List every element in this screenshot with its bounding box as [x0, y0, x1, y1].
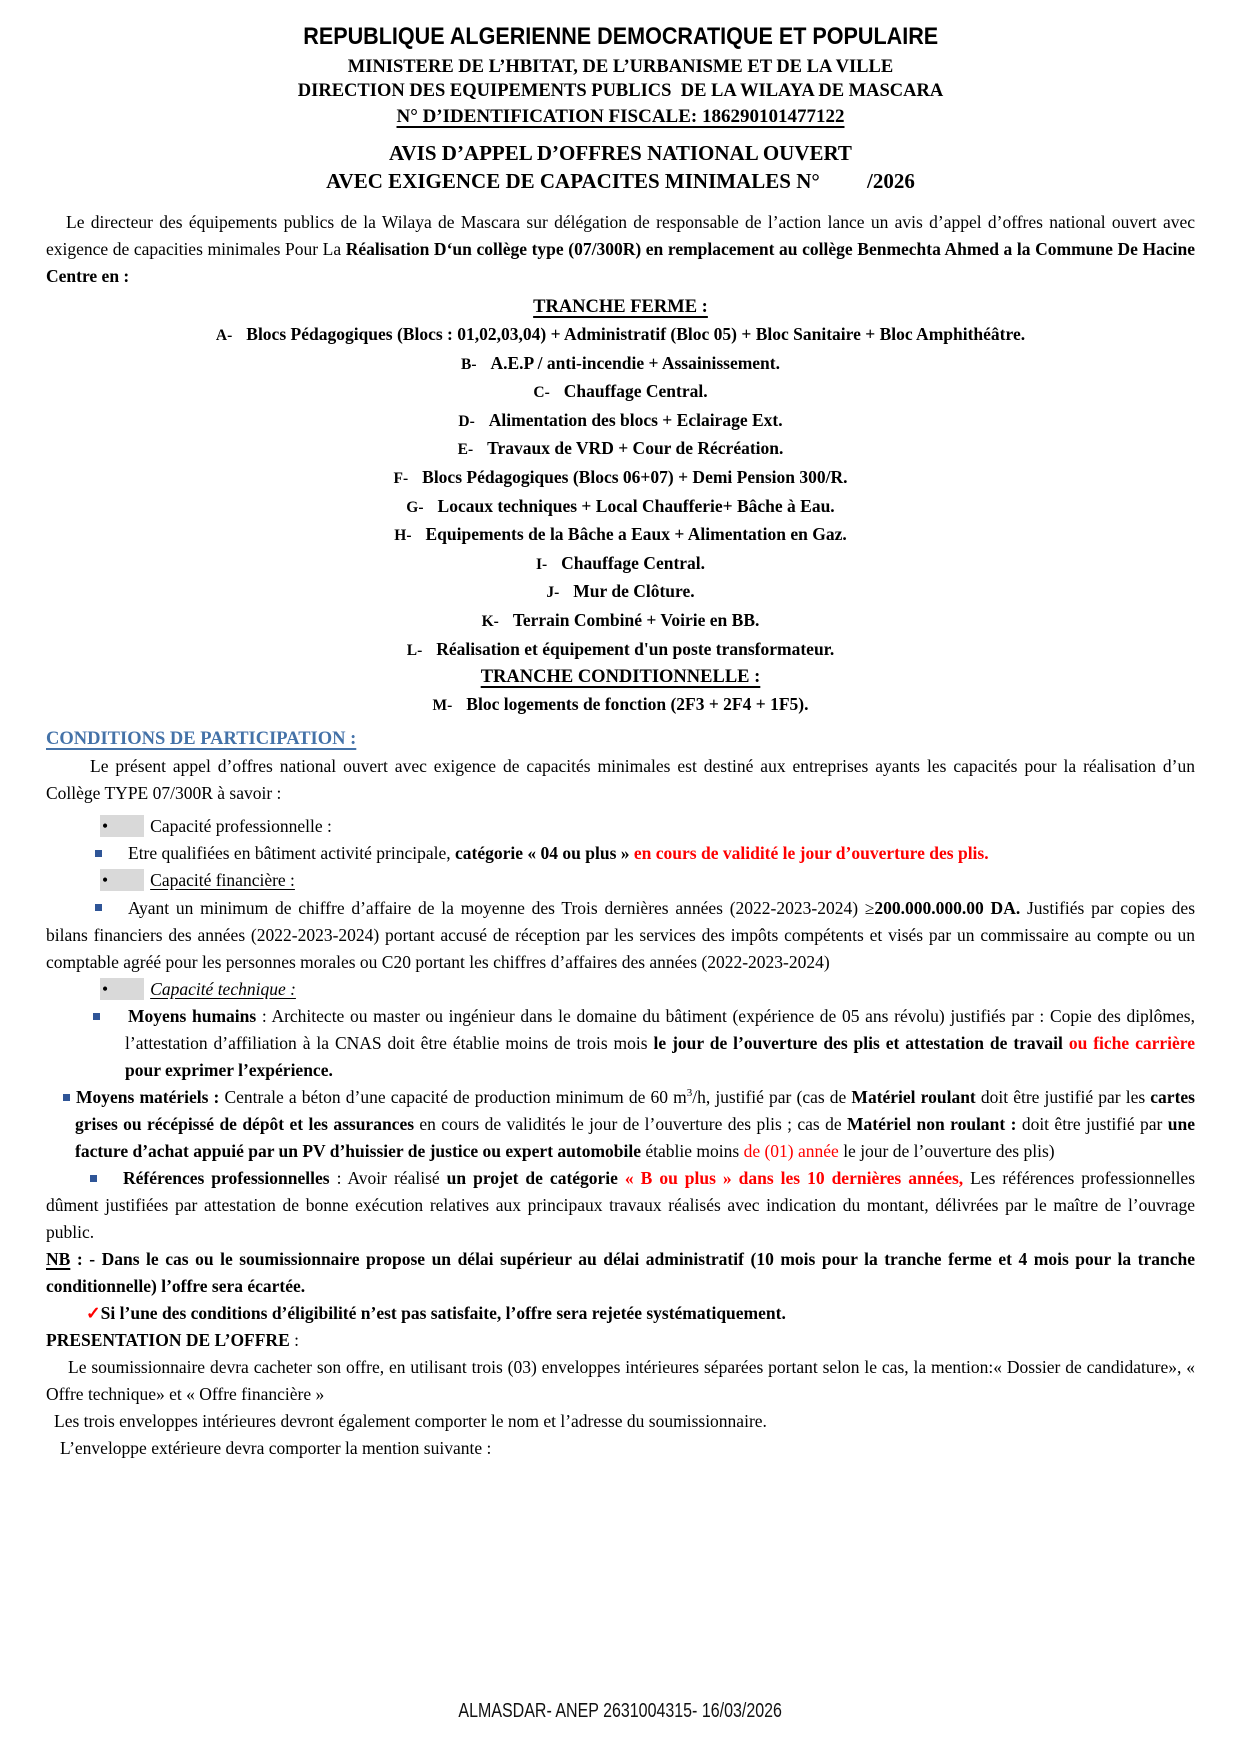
presentation-paragraph-3: L’enveloppe extérieure devra comporter la mention suivante : — [60, 1438, 492, 1459]
financial-requirement: Ayant un minimum de chiffre d’affaire de la moyenne des Trois dernières années (2022-2023-2024) ≥200.000.000.00 DA. Justifiés par copies des bilans financiers des années (2022-2023-2024) portant accusé de réception par les services des impôts compétents et visés par un commissaire au compte ou un comptable agréé pour les personnes morales ou C20 portant les chiffres d’affaires des années (2022-2023-2024) — [46, 897, 1196, 972]
bullet-capacite-professionnelle: • Capacité professionnelle : — [102, 815, 332, 836]
bullet-capacite-technique: • Capacité technique : — [102, 978, 296, 999]
notice-title-line2: AVEC EXIGENCE DE CAPACITES MINIMALES N° /2026 — [326, 169, 915, 193]
document-header — [46, 22, 1195, 195]
tranche-item-f: F- Blocs Pédagogiques (Blocs 06+07) + Demi Pension 300/R. — [393, 466, 848, 487]
tranche-ferme-heading: TRANCHE FERME : — [533, 297, 708, 317]
presentation-heading: PRESENTATION DE L’OFFRE : — [46, 1330, 299, 1351]
tranche-item-a: A- Blocs Pédagogiques (Blocs : 01,02,03,04) + Administratif (Bloc 05) + Bloc Sanitaire + Bloc Amphithéâtre. — [215, 324, 1026, 344]
bullet-square-icon — [95, 904, 102, 911]
tranche-item-e: E- Travaux de VRD + Cour de Récréation. — [457, 438, 784, 459]
direction-line: DIRECTION DES EQUIPEMENTS PUBLICS DE LA WILAYA DE MASCARA — [297, 81, 944, 101]
tranche-item-d: D- Alimentation des blocs + Eclairage Ext. — [458, 409, 783, 430]
conditions-heading: CONDITIONS DE PARTICIPATION : — [46, 728, 357, 749]
professional-requirement: Etre qualifiées en bâtiment activité principale, catégorie « 04 ou plus » en cours de validité le jour d’ouverture des plis. — [95, 840, 1195, 867]
bullet-square-icon — [90, 1175, 97, 1182]
tranche-item-g: G- Locaux techniques + Local Chaufferie+ Bâche à Eau. — [406, 495, 835, 516]
bullet-square-icon — [63, 1094, 70, 1101]
presentation-paragraph-2: Les trois enveloppes intérieures devront également comporter le nom et l’adresse du soumissionnaire. — [54, 1411, 767, 1432]
references-professionnelles: Références professionnelles : Avoir réalisé un projet de catégorie « B ou plus » dans les 10 dernières années, Les références professionnelles dûment justifiées par attestation de bonne exécution relatives aux principaux travaux réalisés avec indication du montant, délivrées par le maître de l’ouvrage public. — [46, 1168, 1196, 1243]
moyens-materiels: Moyens matériels : Centrale a béton d’une capacité de production minimum de 60 $m^3/h$, justifié par (cas de Matériel roulant doit être justifié par les cartes grises ou récépissé de dépôt et les assurances en cours de validités le jour de l’ouverture des plis ; cas de Matériel non roulant : doit être justifié par une facture d’achat appuié par un PV d’huissier de justice ou expert automobile établie moins de (01) année le jour de l’ouverture des plis) — [46, 1084, 1195, 1165]
checkmark-icon: ✓ — [86, 1303, 101, 1324]
tranche-item-k: K- Terrain Combiné + Voirie en BB. — [481, 609, 760, 630]
presentation-paragraph-1: Le soumissionnaire devra cacheter son offre, en utilisant trois (03) enveloppes intérieures séparées portant selon le cas, la mention:« Dossier de candidature», « Offre technique» et « Offre financière » — [46, 1357, 1195, 1405]
superscript-3: 3 — [686, 1087, 693, 1100]
tranche-item-l: L- Réalisation et équipement d'un poste transformateur. — [406, 638, 835, 659]
eligibility-warning: ✓Si l’une des conditions d’éligibilité n’est pas satisfaite, l’offre sera rejetée systématiquement. — [86, 1303, 786, 1324]
intro-paragraph: Le directeur des équipements publics de la Wilaya de Mascara sur délégation de responsable de l’action lance un avis d’appel d’offres national ouvert avec exigence de capacities minimales Pour La Réalisation D‘un collège type (07/300R) en remplacement au collège Benmechta Ahmed a la Commune De Hacine Centre en : — [46, 212, 1195, 286]
tranche-item-c: C- Chauffage Central. — [533, 381, 708, 402]
fiscal-id-line: N° D’IDENTIFICATION FISCALE: 186290101477122 — [396, 106, 845, 127]
bullet-dot-icon: • — [100, 869, 144, 891]
publication-footer: ALMASDAR- ANEP 2631004315- 16/03/2026 — [458, 1700, 783, 1722]
ministry-line: MINISTERE DE L’HBITAT, DE L’URBANISME ET DE LA VILLE — [347, 57, 894, 77]
notice-title-line1: AVIS D’APPEL D’OFFRES NATIONAL OUVERT — [389, 141, 852, 165]
bullet-square-icon — [95, 850, 102, 857]
bullet-dot-icon: • — [100, 978, 144, 1000]
tranche-item-b: B- A.E.P / anti-incendie + Assainissement. — [460, 352, 780, 373]
bullet-dot-icon: • — [100, 815, 144, 837]
tranche-item-m: M- Bloc logements de fonction (2F3 + 2F4 + 1F5). — [432, 694, 809, 715]
conditions-intro: Le présent appel d’offres national ouvert avec exigence de capacités minimales est destiné aux entreprises ayants les capacités pour la réalisation d’un Collège TYPE 07/300R à savoir : — [46, 755, 1195, 803]
tranche-item-i: I- Chauffage Central. — [535, 552, 706, 573]
tranche-item-j: J- Mur de Clôture. — [546, 581, 695, 602]
bullet-square-icon — [93, 1013, 100, 1020]
tranche-conditionnelle-heading: TRANCHE CONDITIONNELLE : — [480, 667, 761, 688]
republic-title: REPUBLIQUE ALGERIENNE DEMOCRATIQUE ET POPULAIRE — [303, 23, 938, 50]
moyens-humains: Moyens humains : Architecte ou master ou ingénieur dans le domaine du bâtiment (expérience de 05 ans révolu) justifiés par : Copie des diplômes, l’attestation d’affiliation à la CNAS doit être établie moins de trois mois le jour de l’ouverture des plis et attestation de travail ou fiche carrière pour exprimer l’expérience. — [46, 1003, 1195, 1084]
tranche-item-h: H- Equipements de la Bâche a Eaux + Alimentation en Gaz. — [394, 524, 847, 545]
nb-note: NB : - Dans le cas ou le soumissionnaire propose un délai supérieur au délai administratif (10 mois pour la tranche ferme et 4 mois pour la tranche conditionnelle) l’offre sera écartée. — [46, 1249, 1195, 1297]
bullet-capacite-financiere: • Capacité financière : — [102, 870, 295, 891]
